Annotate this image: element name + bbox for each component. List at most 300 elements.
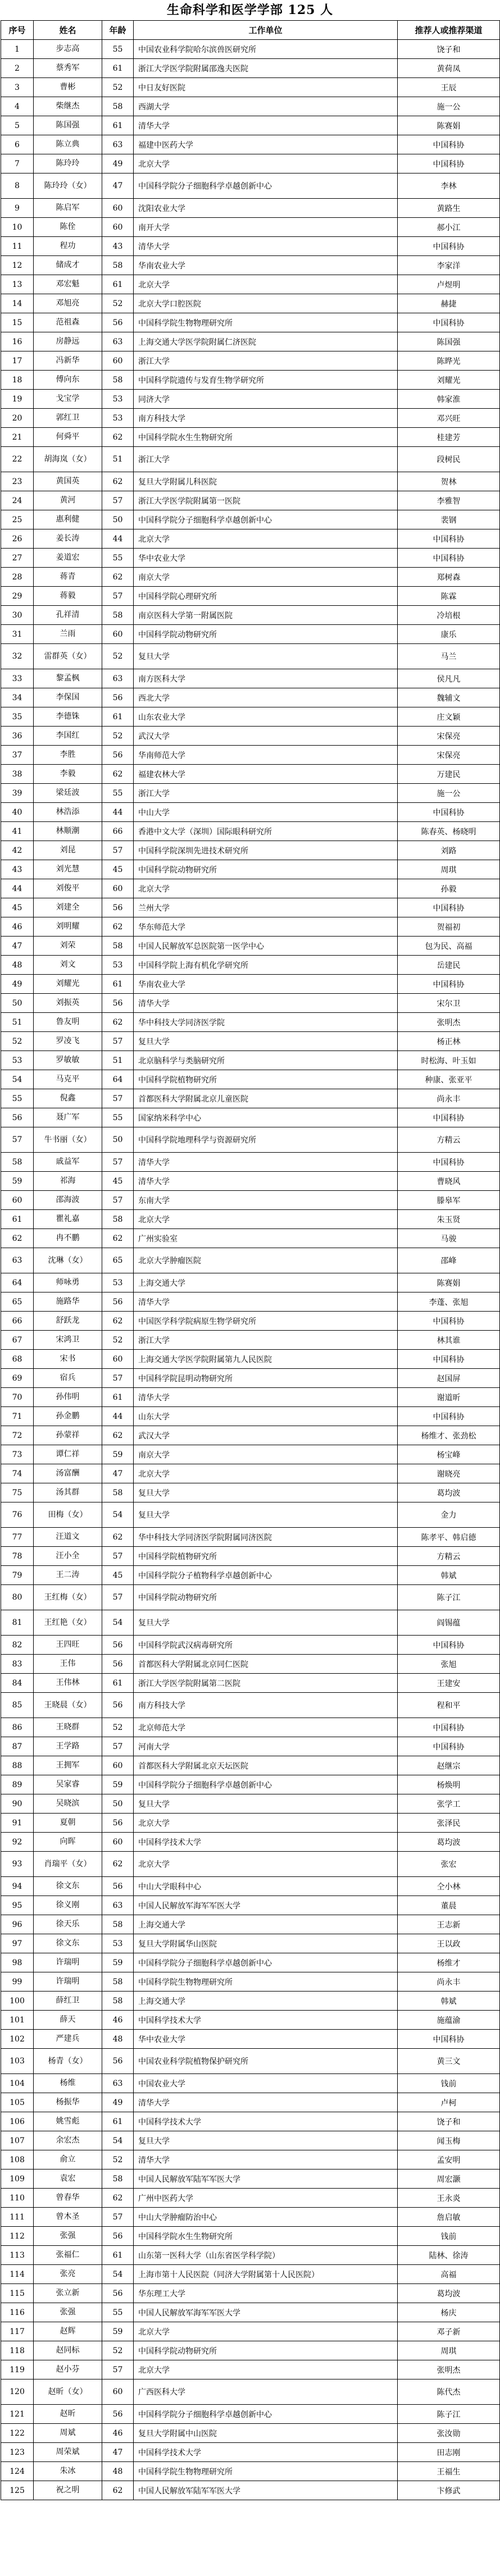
cell-name: 程功 (34, 237, 102, 256)
cell-organization: 北京大学 (134, 1464, 398, 1483)
cell-recommender: 杨维才、张劲松 (398, 1426, 500, 1445)
cell-recommender: 方精云 (398, 1127, 500, 1153)
cell-organization: 复旦大学 (134, 1794, 398, 1814)
cell-age: 47 (102, 173, 134, 199)
table-row (1, 2131, 500, 2150)
cell-name: 严建兵 (34, 2030, 102, 2049)
cell-recommender: 尚永丰 (398, 1089, 500, 1108)
cell-organization: 北京大学 (134, 2360, 398, 2379)
cell-recommender: 饶子和 (398, 40, 500, 59)
cell-name: 蒋青 (34, 568, 102, 587)
cell-organization: 中国科学院动物研究所 (134, 625, 398, 644)
cell-organization: 清华大学 (134, 1292, 398, 1312)
cell-age: 50 (102, 1127, 134, 1153)
cell-age: 62 (102, 2189, 134, 2208)
cell-recommender: 赵继宗 (398, 1756, 500, 1775)
cell-recommender: 仝小林 (398, 1877, 500, 1896)
table-row (1, 1502, 500, 1528)
table-row (1, 2322, 500, 2341)
cell-age: 55 (102, 549, 134, 568)
cell-index: 121 (1, 2405, 34, 2424)
cell-age: 61 (102, 2112, 134, 2131)
cell-organization: 广州中医药大学 (134, 2189, 398, 2208)
cell-organization: 广州实验室 (134, 1229, 398, 1248)
cell-index: 88 (1, 1756, 34, 1775)
table-row (1, 1445, 500, 1464)
cell-index: 92 (1, 1833, 34, 1852)
cell-index: 77 (1, 1528, 34, 1547)
cell-index: 45 (1, 898, 34, 917)
cell-name: 罗敏敏 (34, 1051, 102, 1070)
cell-age: 60 (102, 218, 134, 237)
cell-index: 70 (1, 1388, 34, 1407)
cell-recommender: 邓子新 (398, 2322, 500, 2341)
cell-age: 58 (102, 1483, 134, 1502)
table-row (1, 2265, 500, 2284)
cell-index: 103 (1, 2049, 34, 2074)
cell-age: 52 (102, 644, 134, 669)
cell-age: 57 (102, 841, 134, 860)
cell-recommender: 中国科协 (398, 313, 500, 332)
cell-age: 57 (102, 1585, 134, 1610)
cell-index: 24 (1, 491, 34, 510)
cell-age: 61 (102, 975, 134, 994)
cell-name: 张亮 (34, 2265, 102, 2284)
cell-organization: 南方科技大学 (134, 1693, 398, 1718)
cell-name: 吴晓滨 (34, 1794, 102, 1814)
cell-organization: 东南大学 (134, 1191, 398, 1210)
cell-name: 汪道文 (34, 1528, 102, 1547)
cell-organization: 上海交通大学医学院附属仁济医院 (134, 332, 398, 351)
cell-name: 汤其群 (34, 1483, 102, 1502)
cell-name: 杨青（女） (34, 2049, 102, 2074)
cell-index: 55 (1, 1089, 34, 1108)
table-row (1, 173, 500, 199)
header-age: 年龄 (102, 21, 134, 40)
cell-recommender: 程和平 (398, 1693, 500, 1718)
cell-organization: 上海交通大学 (134, 1915, 398, 1934)
cell-organization: 中国科学院分子植物科学卓越创新中心 (134, 1566, 398, 1585)
cell-age: 45 (102, 1172, 134, 1191)
cell-index: 64 (1, 1273, 34, 1292)
cell-recommender: 杨维才 (398, 1953, 500, 1972)
cell-age: 62 (102, 1229, 134, 1248)
cell-index: 17 (1, 351, 34, 371)
cell-age: 62 (102, 917, 134, 937)
cell-organization: 首都医科大学附属北京同仁医院 (134, 1655, 398, 1674)
cell-organization: 中国科学院分子细胞科学卓越创新中心 (134, 510, 398, 529)
cell-index: 110 (1, 2189, 34, 2208)
cell-recommender: 中国科协 (398, 237, 500, 256)
cell-name: 曾木圣 (34, 2208, 102, 2227)
cell-name: 刘光慧 (34, 860, 102, 879)
table-row (1, 1229, 500, 1248)
table-row (1, 1934, 500, 1953)
cell-age: 50 (102, 1794, 134, 1814)
cell-organization: 浙江大学医学院附属第一医院 (134, 491, 398, 510)
cell-recommender: 冷培根 (398, 606, 500, 625)
table-row (1, 1718, 500, 1737)
cell-index: 47 (1, 937, 34, 956)
table-row (1, 803, 500, 822)
table-row (1, 2341, 500, 2360)
table-row (1, 1089, 500, 1108)
header-organization: 工作单位 (134, 21, 398, 40)
cell-age: 56 (102, 313, 134, 332)
cell-name: 周斌 (34, 2424, 102, 2443)
table-row (1, 1292, 500, 1312)
cell-index: 7 (1, 154, 34, 173)
cell-age: 57 (102, 2360, 134, 2379)
cell-organization: 南京大学 (134, 568, 398, 587)
cell-index: 27 (1, 549, 34, 568)
cell-name: 雷群英（女） (34, 644, 102, 669)
cell-organization: 华东理工大学 (134, 2284, 398, 2303)
cell-age: 56 (102, 2049, 134, 2074)
table-row (1, 1585, 500, 1610)
table-row (1, 1388, 500, 1407)
cell-index: 65 (1, 1292, 34, 1312)
cell-organization: 南京医科大学第一附属医院 (134, 606, 398, 625)
cell-name: 聂广军 (34, 1108, 102, 1127)
cell-recommender: 高福 (398, 2265, 500, 2284)
cell-age: 45 (102, 860, 134, 879)
cell-index: 80 (1, 1585, 34, 1610)
cell-recommender: 庄文颖 (398, 707, 500, 727)
cell-age: 55 (102, 784, 134, 803)
table-row (1, 568, 500, 587)
cell-recommender: 郝小江 (398, 218, 500, 237)
cell-name: 李毅 (34, 765, 102, 784)
table-row (1, 2462, 500, 2481)
cell-name: 王四旺 (34, 1636, 102, 1655)
cell-organization: 北京大学 (134, 275, 398, 294)
cell-index: 122 (1, 2424, 34, 2443)
cell-age: 55 (102, 1108, 134, 1127)
cell-index: 42 (1, 841, 34, 860)
cell-age: 60 (102, 1350, 134, 1369)
cell-name: 刘明耀 (34, 917, 102, 937)
table-row (1, 2208, 500, 2227)
cell-age: 56 (102, 746, 134, 765)
cell-index: 49 (1, 975, 34, 994)
cell-age: 52 (102, 727, 134, 746)
cell-age: 63 (102, 669, 134, 688)
cell-age: 47 (102, 2443, 134, 2462)
cell-age: 52 (102, 1331, 134, 1350)
table-row (1, 2189, 500, 2208)
cell-organization: 北京大学肿瘤医院 (134, 1248, 398, 1273)
cell-name: 孔祥清 (34, 606, 102, 625)
cell-index: 100 (1, 1992, 34, 2011)
cell-recommender: 李林 (398, 173, 500, 199)
cell-age: 61 (102, 2246, 134, 2265)
cell-index: 123 (1, 2443, 34, 2462)
cell-recommender: 中国科协 (398, 898, 500, 917)
table-row (1, 332, 500, 351)
cell-organization: 中山大学 (134, 803, 398, 822)
cell-name: 张福仁 (34, 2246, 102, 2265)
cell-recommender: 种康、张亚平 (398, 1070, 500, 1089)
cell-name: 李胜 (34, 746, 102, 765)
cell-name: 周荣斌 (34, 2443, 102, 2462)
table-row (1, 707, 500, 727)
cell-name: 李国红 (34, 727, 102, 746)
cell-age: 57 (102, 1369, 134, 1388)
cell-recommender: 金力 (398, 1502, 500, 1528)
cell-recommender: 闻玉梅 (398, 2131, 500, 2150)
cell-name: 惠利健 (34, 510, 102, 529)
cell-name: 房静远 (34, 332, 102, 351)
cell-organization: 中国科学院水生生物研究所 (134, 2227, 398, 2246)
cell-age: 47 (102, 1464, 134, 1483)
table-row (1, 1407, 500, 1426)
cell-organization: 中国科学院遗传与发育生物学研究所 (134, 371, 398, 390)
header-name: 姓名 (34, 21, 102, 40)
cell-name: 陈启军 (34, 199, 102, 218)
cell-recommender: 陈子江 (398, 2405, 500, 2424)
cell-age: 66 (102, 822, 134, 841)
cell-name: 瞿礼嘉 (34, 1210, 102, 1229)
cell-recommender: 杨庆 (398, 2303, 500, 2322)
cell-organization: 中国科学院上海有机化学研究所 (134, 956, 398, 975)
cell-index: 91 (1, 1814, 34, 1833)
cell-age: 59 (102, 1953, 134, 1972)
table-row (1, 2011, 500, 2030)
cell-age: 57 (102, 1191, 134, 1210)
cell-recommender: 林其谁 (398, 1331, 500, 1350)
cell-age: 57 (102, 1547, 134, 1566)
cell-recommender: 中国科协 (398, 1636, 500, 1655)
cell-organization: 中国科学院动物研究所 (134, 860, 398, 879)
table-row (1, 1547, 500, 1566)
cell-age: 52 (102, 2150, 134, 2169)
cell-index: 97 (1, 1934, 34, 1953)
cell-index: 82 (1, 1636, 34, 1655)
cell-name: 胡海岚（女） (34, 447, 102, 472)
cell-organization: 浙江大学 (134, 351, 398, 371)
table-row (1, 1191, 500, 1210)
cell-recommender: 李家洋 (398, 256, 500, 275)
table-row (1, 1756, 500, 1775)
cell-index: 67 (1, 1331, 34, 1350)
cell-recommender: 中国科协 (398, 549, 500, 568)
table-row (1, 218, 500, 237)
cell-index: 22 (1, 447, 34, 472)
cell-name: 冯新华 (34, 351, 102, 371)
cell-index: 20 (1, 409, 34, 428)
cell-organization: 清华大学 (134, 116, 398, 135)
cell-recommender: 中国科协 (398, 1350, 500, 1369)
cell-index: 41 (1, 822, 34, 841)
table-row (1, 956, 500, 975)
cell-recommender: 贺林 (398, 472, 500, 491)
table-row (1, 1273, 500, 1292)
cell-name: 汪小全 (34, 1547, 102, 1566)
cell-name: 陈国强 (34, 116, 102, 135)
cell-index: 28 (1, 568, 34, 587)
table-row (1, 472, 500, 491)
cell-organization: 南开大学 (134, 218, 398, 237)
table-row (1, 746, 500, 765)
table-row (1, 135, 500, 154)
cell-recommender: 方精云 (398, 1547, 500, 1566)
table-row (1, 40, 500, 59)
table-row (1, 1896, 500, 1915)
cell-organization: 中国农业科学院植物保护研究所 (134, 2049, 398, 2074)
cell-age: 59 (102, 1775, 134, 1794)
cell-index: 83 (1, 1655, 34, 1674)
cell-age: 62 (102, 568, 134, 587)
cell-index: 90 (1, 1794, 34, 1814)
cell-age: 56 (102, 1693, 134, 1718)
table-body (1, 40, 500, 2500)
cell-organization: 清华大学 (134, 1172, 398, 1191)
cell-name: 王学路 (34, 1737, 102, 1756)
table-row (1, 2379, 500, 2405)
cell-recommender: 卢柯 (398, 2093, 500, 2112)
table-row (1, 1464, 500, 1483)
cell-recommender: 韩斌 (398, 1992, 500, 2011)
cell-index: 84 (1, 1674, 34, 1693)
cell-age: 52 (102, 1718, 134, 1737)
cell-name: 张强 (34, 2303, 102, 2322)
cell-index: 59 (1, 1172, 34, 1191)
cell-organization: 南京大学 (134, 1445, 398, 1464)
cell-index: 108 (1, 2150, 34, 2169)
cell-index: 46 (1, 917, 34, 937)
cell-index: 34 (1, 688, 34, 707)
cell-recommender: 饶子和 (398, 2112, 500, 2131)
cell-organization: 中国人民解放军陆军军医大学 (134, 2481, 398, 2500)
cell-age: 61 (102, 1388, 134, 1407)
cell-name: 王红艳（女） (34, 1610, 102, 1636)
cell-recommender: 张汝勋 (398, 2424, 500, 2443)
cell-age: 61 (102, 116, 134, 135)
cell-organization: 中国科学院生物物理研究所 (134, 313, 398, 332)
cell-index: 113 (1, 2246, 34, 2265)
cell-recommender: 中国科协 (398, 1737, 500, 1756)
cell-age: 52 (102, 294, 134, 313)
cell-organization: 复旦大学 (134, 2131, 398, 2150)
cell-recommender: 郑树森 (398, 568, 500, 587)
cell-name: 王伟 (34, 1655, 102, 1674)
cell-name: 曹彬 (34, 78, 102, 97)
cell-age: 59 (102, 1445, 134, 1464)
cell-age: 50 (102, 510, 134, 529)
cell-name: 刘建全 (34, 898, 102, 917)
cell-age: 57 (102, 1089, 134, 1108)
table-row (1, 1775, 500, 1794)
cell-recommender: 王永炎 (398, 2189, 500, 2208)
cell-organization: 山东农业大学 (134, 707, 398, 727)
table-row (1, 1636, 500, 1655)
cell-index: 66 (1, 1312, 34, 1331)
cell-index: 111 (1, 2208, 34, 2227)
cell-index: 87 (1, 1737, 34, 1756)
cell-age: 51 (102, 447, 134, 472)
cell-age: 56 (102, 994, 134, 1013)
cell-age: 57 (102, 587, 134, 606)
table-row (1, 1610, 500, 1636)
table-row (1, 409, 500, 428)
cell-name: 朱冰 (34, 2462, 102, 2481)
cell-index: 32 (1, 644, 34, 669)
cell-recommender: 王志新 (398, 1915, 500, 1934)
cell-age: 56 (102, 1877, 134, 1896)
cell-recommender: 张学工 (398, 1794, 500, 1814)
cell-name: 杨维 (34, 2074, 102, 2093)
cell-name: 夏朝 (34, 1814, 102, 1833)
table-row (1, 1350, 500, 1369)
cell-age: 53 (102, 956, 134, 975)
cell-name: 王晓群 (34, 1718, 102, 1737)
cell-recommender: 朱玉贤 (398, 1210, 500, 1229)
cell-name: 师咏勇 (34, 1273, 102, 1292)
cell-name: 黄国英 (34, 472, 102, 491)
table-row (1, 606, 500, 625)
cell-recommender: 马兰 (398, 644, 500, 669)
table-row (1, 428, 500, 447)
cell-age: 57 (102, 2208, 134, 2227)
cell-recommender: 曹晓风 (398, 1172, 500, 1191)
cell-name: 赵昕（女） (34, 2379, 102, 2405)
cell-name: 赵小芬 (34, 2360, 102, 2379)
cell-recommender: 周琪 (398, 860, 500, 879)
cell-name: 刘振英 (34, 994, 102, 1013)
cell-organization: 北京大学 (134, 154, 398, 173)
cell-index: 54 (1, 1070, 34, 1089)
cell-organization: 北京师范大学 (134, 1718, 398, 1737)
cell-organization: 复旦大学附属儿科医院 (134, 472, 398, 491)
cell-age: 53 (102, 390, 134, 409)
cell-age: 58 (102, 937, 134, 956)
cell-name: 刘耀光 (34, 975, 102, 994)
cell-organization: 华中科技大学同济医学院附属同济医院 (134, 1528, 398, 1547)
cell-age: 62 (102, 1312, 134, 1331)
cell-index: 8 (1, 173, 34, 199)
cell-name: 许瑞明 (34, 1972, 102, 1992)
cell-age: 54 (102, 1610, 134, 1636)
cell-age: 54 (102, 2131, 134, 2150)
table-row (1, 313, 500, 332)
cell-age: 58 (102, 606, 134, 625)
cell-organization: 清华大学 (134, 1153, 398, 1172)
cell-index: 71 (1, 1407, 34, 1426)
cell-organization: 复旦大学 (134, 1032, 398, 1051)
cell-organization: 上海市第十人民医院（同济大学附属第十人民医院） (134, 2265, 398, 2284)
cell-age: 44 (102, 1407, 134, 1426)
cell-index: 11 (1, 237, 34, 256)
cell-name: 赵辉 (34, 2322, 102, 2341)
cell-name: 牛书丽（女） (34, 1127, 102, 1153)
cell-organization: 中国科学院水生生物研究所 (134, 428, 398, 447)
cell-recommender: 陈国强 (398, 332, 500, 351)
cell-age: 60 (102, 351, 134, 371)
cell-organization: 浙江大学 (134, 1331, 398, 1350)
cell-age: 62 (102, 1426, 134, 1445)
cell-name: 王拥军 (34, 1756, 102, 1775)
cell-index: 62 (1, 1229, 34, 1248)
cell-organization: 山东大学 (134, 1407, 398, 1426)
cell-organization: 中国科学院分子细胞科学卓越创新中心 (134, 1953, 398, 1972)
cell-name: 徐义刚 (34, 1896, 102, 1915)
cell-recommender: 宋保亮 (398, 746, 500, 765)
cell-organization: 复旦大学 (134, 644, 398, 669)
cell-organization: 中国科学院生物物理研究所 (134, 2462, 398, 2481)
table-row (1, 784, 500, 803)
cell-organization: 浙江大学医学院附属第二医院 (134, 1674, 398, 1693)
